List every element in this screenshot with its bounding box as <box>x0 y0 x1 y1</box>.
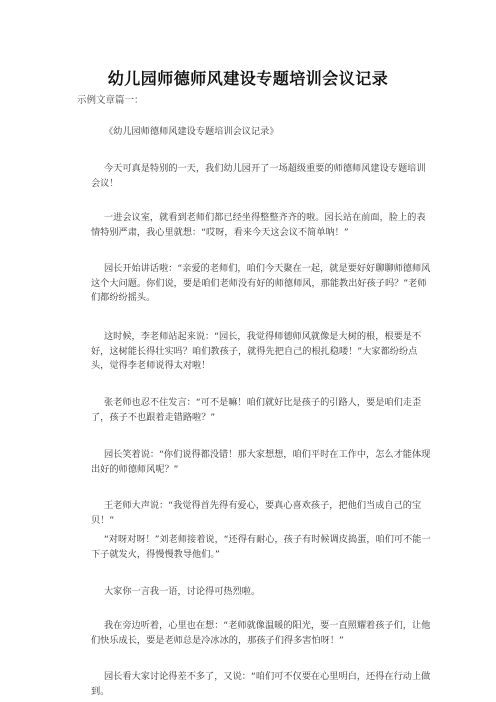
paragraph-6: 园长笑着说：“你们说得都没错！那大家想想，咱们平时在工作中，怎么才能体现出好的师德师风呢？” <box>91 449 431 475</box>
paragraph-3: 园长开始讲话啦：“亲爱的老师们，咱们今天聚在一起，就是要好好聊聊师德师风这个大问题。你们说，要是咱们老师没有好的师德师风，那能教出好孩子吗？”老师们都纷纷摇头。 <box>91 263 431 304</box>
document-subtitle: 示例文章篇一： <box>77 95 144 106</box>
document-title: 幼儿园师德师风建设专题培训会议记录 <box>107 69 389 88</box>
paragraph-8: “对呀对呀！”刘老师接着说，“还得有耐心，孩子有时候调皮捣蛋，咱们可不能一下子就发火，得慢慢教导他们。” <box>91 534 431 560</box>
paragraph-7: 王老师大声说：“我觉得首先得有爱心，要真心喜欢孩子，把他们当成自己的宝贝！” <box>91 500 422 526</box>
paragraph-9: 大家你一言我一语，讨论得可热烈啦。 <box>104 586 261 597</box>
paragraph-2: 一进会议室，就看到老师们都已经坐得整整齐齐的啦。园长站在前面，脸上的表情特别严肃，我心里就想：“哎呀，看来今天这会议不简单呐！” <box>91 212 426 238</box>
paragraph-4: 这时候，李老师站起来说：“园长，我觉得师德师风就像是大树的根，根要是不好，这树能长得壮实吗？咱们教孩子，就得先把自己的根扎稳喽！”大家都纷纷点头，觉得李老师说得太对啦！ <box>91 331 422 372</box>
paragraph-11: 园长看大家讨论得差不多了，又说：“咱们可不仅要在心里明白，还得在行动上做到。 <box>91 671 431 697</box>
paragraph-5: 张老师也忍不住发言：“可不是嘛！咱们就好比是孩子的引路人，要是咱们走歪了，孩子不也跟着走错路啦？” <box>91 397 422 423</box>
article-heading: 《幼儿园师德师风建设专题培训会议记录》 <box>104 126 279 137</box>
paragraph-1: 今天可真是特别的一天，我们幼儿园开了一场超级重要的师德师风建设专题培训会议！ <box>91 163 426 189</box>
paragraph-10: 我在旁边听着，心里也在想：“老师就像温暖的阳光，要一直照耀着孩子们，让他们快乐成长，要是老师总是冷冰冰的，那孩子们得多害怕呀！” <box>91 620 431 646</box>
